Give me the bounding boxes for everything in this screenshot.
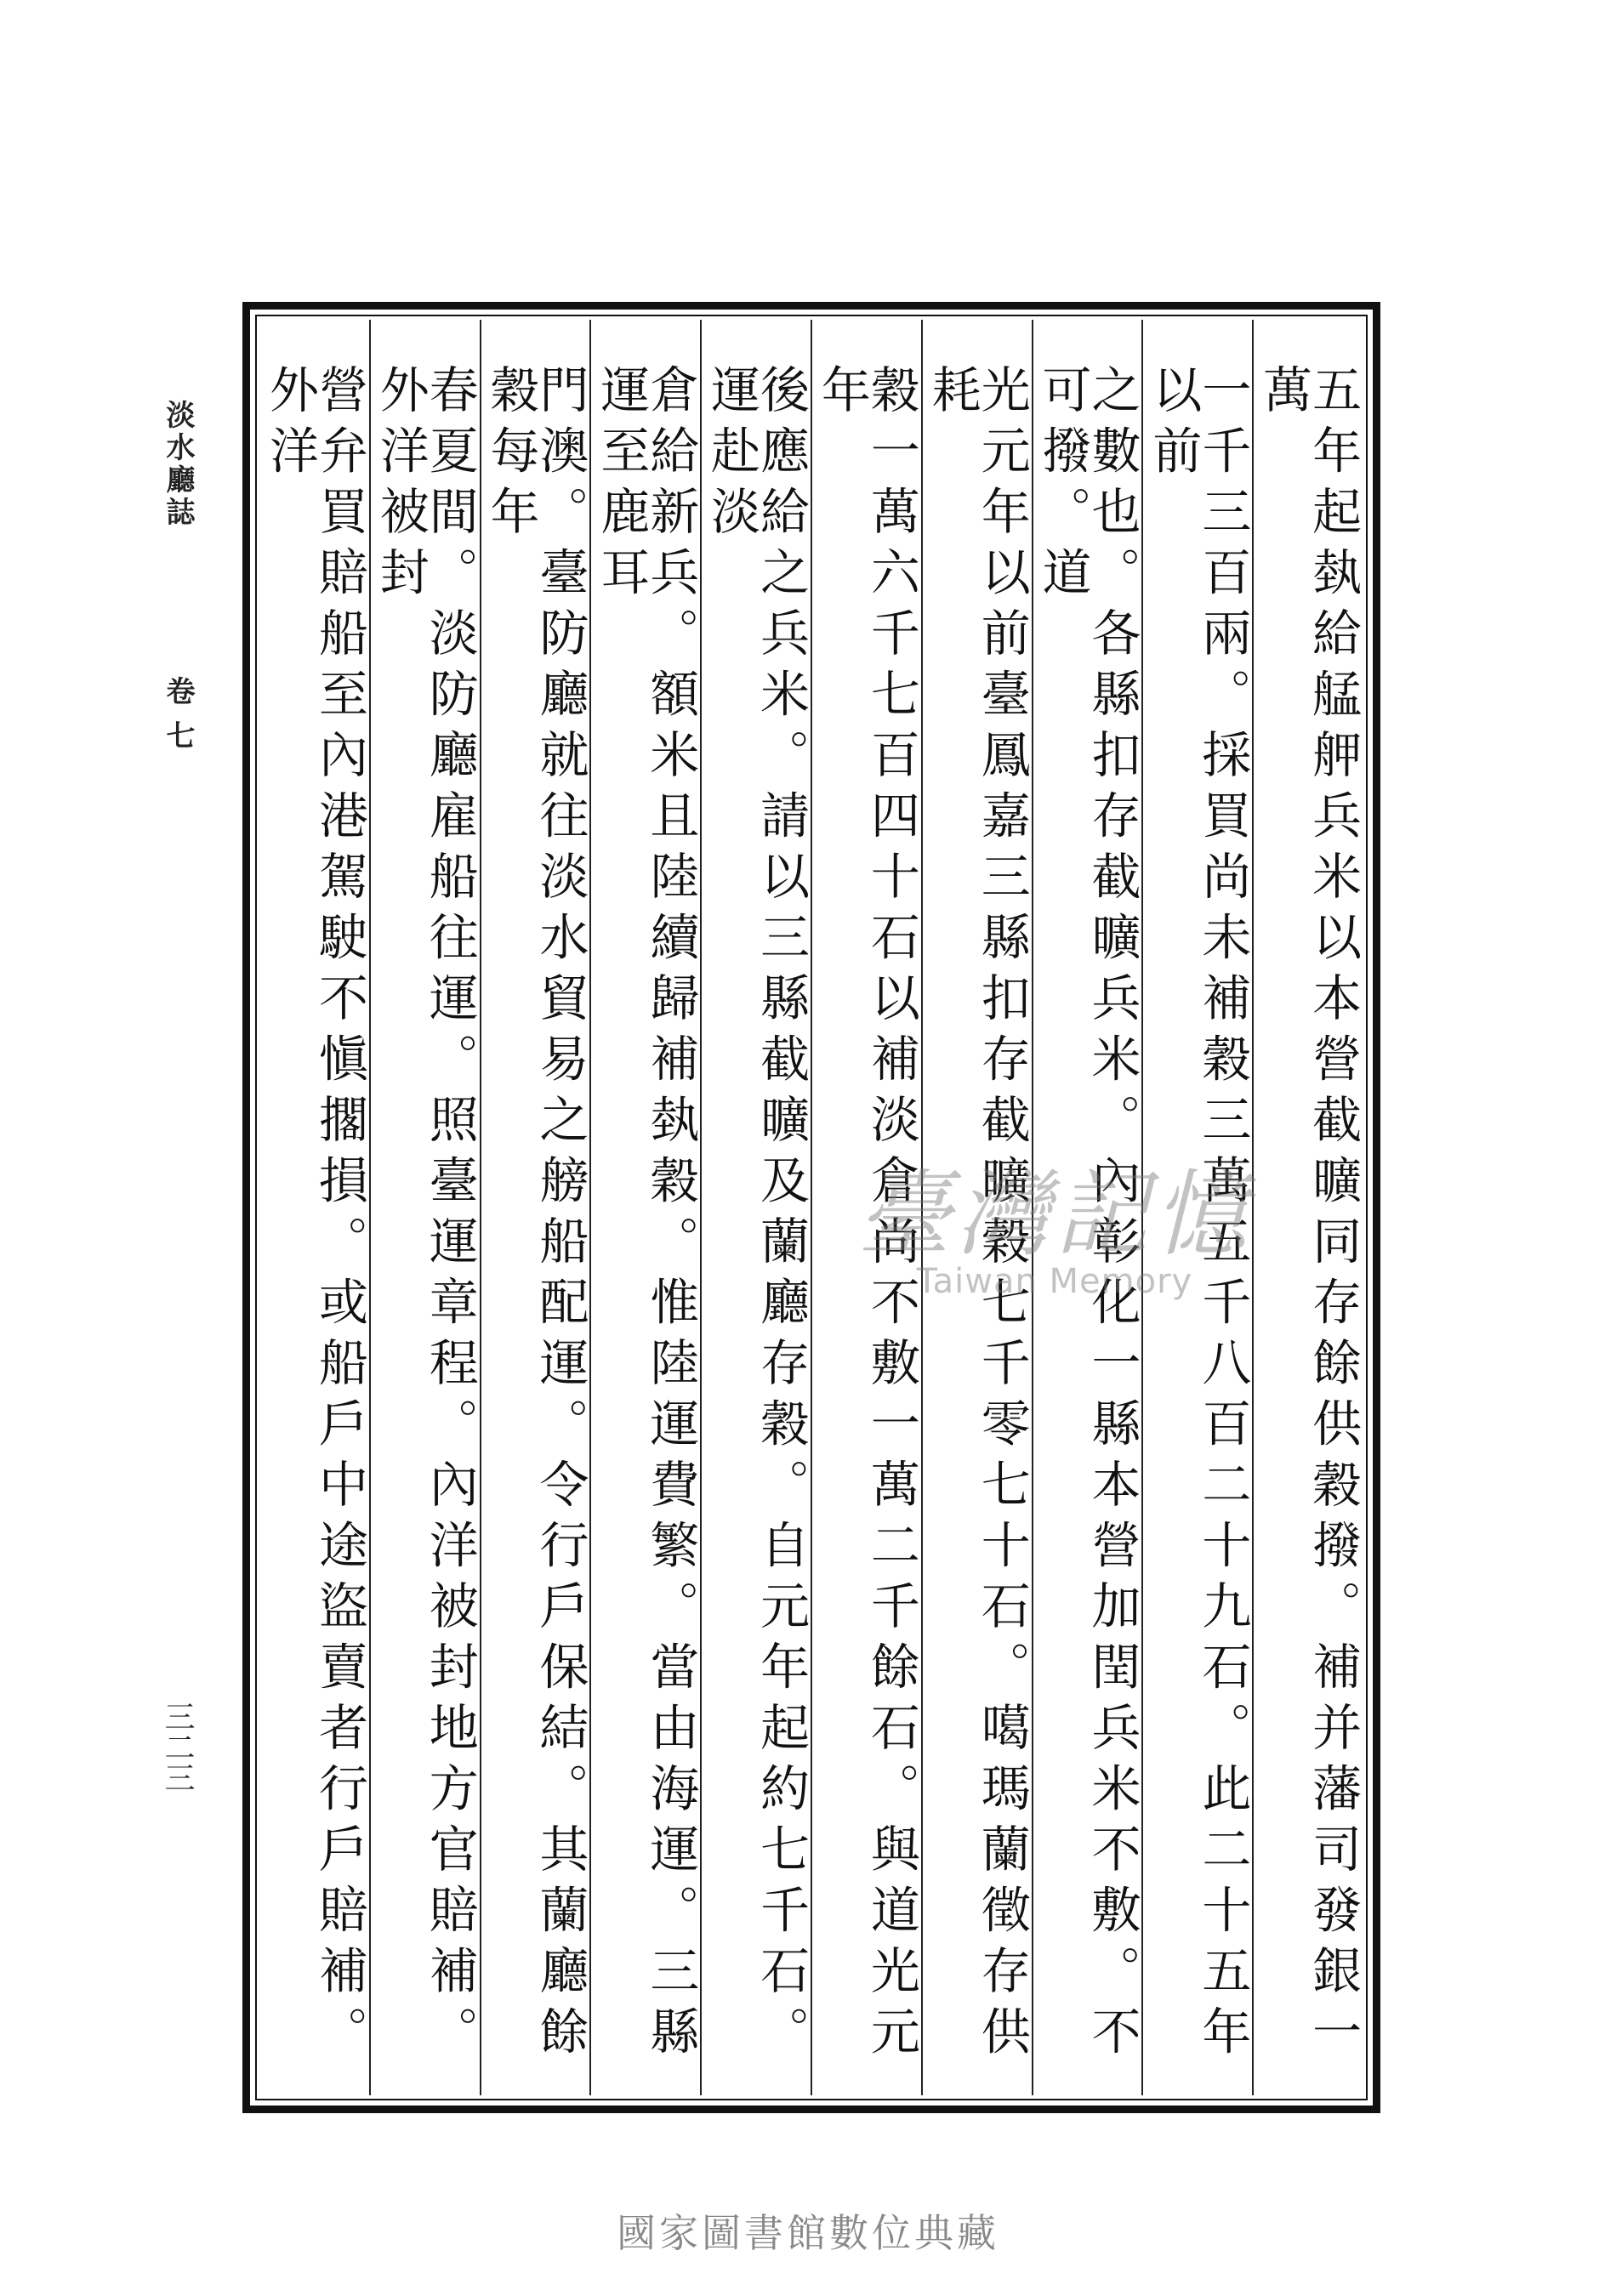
library-footer: 國家圖書館數位典藏 xyxy=(617,2210,999,2256)
text-column-5: 穀一萬六千七百四十石以補淡倉尚不敷一萬二千餘石。與道光元年 xyxy=(811,320,921,2095)
text-column-6: 後應給之兵米。請以三縣截曠及蘭廳存穀。自元年起約七千石。運赴淡 xyxy=(700,320,811,2095)
text-column-2: 一千三百兩。採買尚未補穀三萬五千八百二十九石。此二十五年以前 xyxy=(1141,320,1252,2095)
text-columns xyxy=(260,320,1363,2095)
book-title: 淡水廳誌 xyxy=(161,400,195,529)
text-column-9: 春夏間。淡防廳雇船往運。照臺運章程。內洋被封地方官賠補。外洋被封 xyxy=(369,320,480,2095)
watermark-cjk-text: 臺灣記憶 xyxy=(857,1160,1252,1269)
volume-number: 卷七 xyxy=(161,676,195,764)
text-column-1: 五年起埶給艋舺兵米以本營截曠同存餘供穀撥。補并藩司發銀一萬 xyxy=(1252,320,1363,2095)
page-number: 三二三 xyxy=(160,1701,195,1793)
text-frame xyxy=(242,302,1380,2113)
text-column-4: 光元年以前臺鳳嘉三縣扣存截曠穀七千零七十石。噶瑪蘭徵存供耗 xyxy=(921,320,1032,2095)
watermark-en-text: Taiwan Memory xyxy=(916,1262,1193,1301)
text-column-7: 倉給新兵。額米且陸續歸補埶穀。惟陸運費繁。當由海運。三縣運至鹿耳 xyxy=(589,320,700,2095)
text-column-8: 門澳。臺防廳就往淡水貿易之艕船配運。令行戶保結。其蘭廳餘穀每年 xyxy=(480,320,590,2095)
text-column-3: 之數也。各縣扣存截曠兵米。內彰化一縣本營加閏兵米不敷。不可撥。道 xyxy=(1032,320,1142,2095)
text-column-10: 營弁買賠船至內港駕駛不愼擱損。或船戶中途盜賣者行戶賠補。外洋 xyxy=(260,364,368,2066)
